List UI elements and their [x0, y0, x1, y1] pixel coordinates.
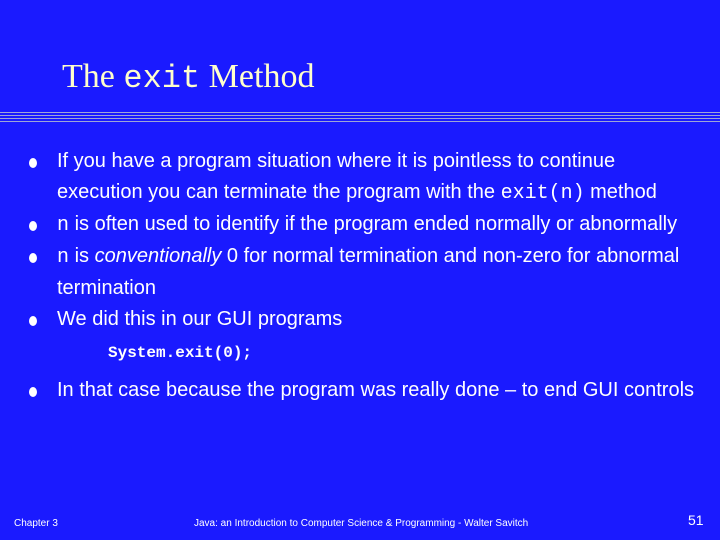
bullet-item-2	[26, 209, 706, 241]
bullet-icon	[29, 221, 37, 231]
slide-title	[62, 58, 314, 97]
bullet-icon	[29, 253, 37, 263]
bullet-item-5	[26, 375, 706, 406]
title-prefix: The	[62, 58, 124, 95]
bullet-text: We did this in our GUI programs	[57, 308, 343, 330]
bullet-code: n	[57, 214, 70, 237]
bullet-text-end: is often used to identify if the program ended normally or abnormally	[69, 213, 678, 235]
bullet-code: exit(n)	[500, 182, 585, 205]
bullet-text-end: 0 for normal termination and non-zero for abnormal termination	[57, 245, 680, 299]
footer-book-title: Java: an Introduction to Computer Science & Programming - Walter Savitch	[194, 518, 529, 529]
bullet-icon	[29, 158, 37, 168]
bullet-text: In that case because the program was really done – to end GUI controls	[57, 379, 695, 401]
code-example: System.exit(0);	[108, 344, 253, 362]
bullet-text: If you have a program situation where it is pointless to continue execution you can terminate the program with the	[57, 150, 616, 203]
title-suffix: Method	[200, 58, 315, 95]
bullet-icon	[29, 316, 37, 326]
bullet-item-3	[26, 241, 706, 304]
bullet-icon	[29, 387, 37, 397]
title-code: exit	[123, 60, 201, 97]
bullet-item-4	[26, 304, 706, 335]
bullet-item-1	[26, 146, 706, 209]
bullet-emphasis: conventionally	[94, 245, 222, 267]
bullet-text-mid: is	[69, 245, 95, 267]
bullet-text-end: method	[584, 181, 657, 203]
page-number: 51	[688, 512, 704, 528]
title-divider	[0, 112, 720, 124]
bullet-list	[26, 146, 706, 406]
footer-chapter: Chapter 3	[14, 518, 58, 529]
bullet-code: n	[57, 246, 70, 269]
